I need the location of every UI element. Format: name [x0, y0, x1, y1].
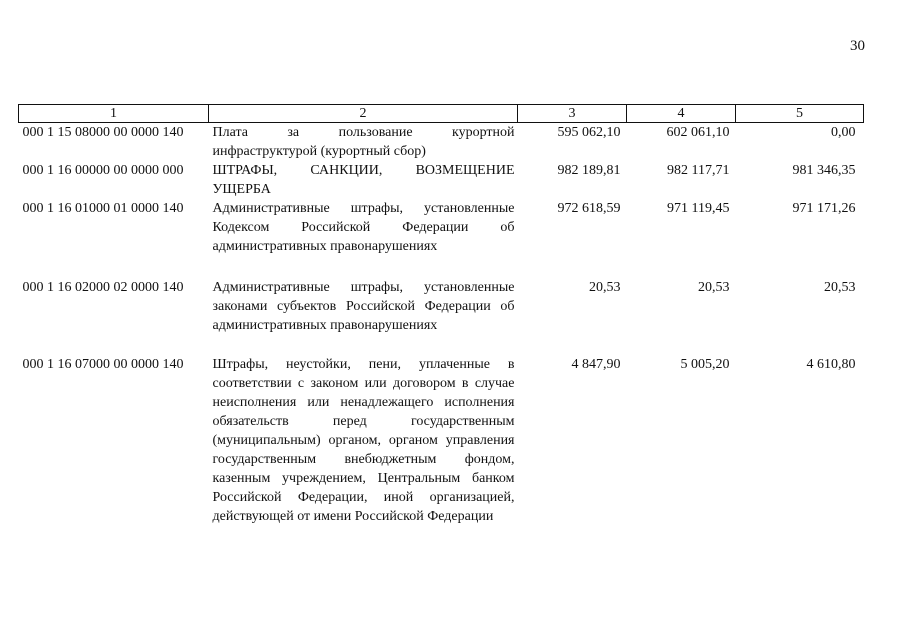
- column-header-4: 4: [627, 105, 736, 123]
- value-col3: 20,53: [589, 280, 621, 295]
- budget-code: 000 1 16 00000 00 0000 000: [22, 163, 184, 178]
- value-col3: 982 189,81: [557, 163, 621, 178]
- value-col4: 982 117,71: [667, 163, 730, 178]
- budget-code: 000 1 16 01000 01 0000 140: [22, 201, 184, 216]
- item-name: ШТРАФЫ, САНКЦИИ, ВОЗМЕЩЕНИЕ УЩЕРБА: [212, 163, 515, 197]
- header-row: [19, 105, 864, 123]
- item-name: Штрафы, неустойки, пени, уплаченные в соответствии с законом или договором в случае неисполнения или ненадлежащего исполнения обязательств перед государственным (муниципальным) органом, органом управления государственным внебюджетным фондом, казенным учреждением, Центральным банком Российской Федерации, иной организацией, действующей от имени Российской Федерации: [212, 357, 515, 524]
- budget-table: [18, 104, 864, 545]
- item-name: Административные штрафы, установленные Кодексом Российской Федерации об административных правонарушениях: [212, 201, 515, 254]
- value-col3: 972 618,59: [557, 201, 621, 216]
- value-col5: 20,53: [824, 280, 856, 295]
- table-row: [19, 278, 864, 355]
- budget-code: 000 1 15 08000 00 0000 140: [22, 125, 184, 140]
- item-name: Административные штрафы, установленные законами субъектов Российской Федерации об административных правонарушениях: [212, 280, 515, 333]
- value-col3: 595 062,10: [557, 125, 621, 140]
- table-body: [19, 123, 864, 546]
- table-row: [19, 199, 864, 278]
- column-header-2: 2: [209, 105, 518, 123]
- value-col4: 5 005,20: [680, 357, 730, 372]
- page-number: 30: [850, 38, 865, 54]
- budget-code: 000 1 16 02000 02 0000 140: [22, 280, 184, 295]
- table-row: [19, 123, 864, 162]
- table-row: [19, 355, 864, 545]
- table-row: [19, 161, 864, 199]
- value-col4: 20,53: [698, 280, 730, 295]
- value-col4: 602 061,10: [666, 125, 730, 140]
- table-header: [19, 105, 864, 123]
- column-header-1: 1: [19, 105, 209, 123]
- item-name: Плата за пользование курортной инфраструктурой (курортный сбор): [212, 125, 515, 159]
- value-col3: 4 847,90: [571, 357, 621, 372]
- column-header-5: 5: [736, 105, 864, 123]
- budget-code: 000 1 16 07000 00 0000 140: [22, 357, 184, 372]
- value-col5: 4 610,80: [806, 357, 856, 372]
- value-col5: 971 171,26: [792, 201, 856, 216]
- value-col5: 981 346,35: [792, 163, 856, 178]
- value-col5: 0,00: [831, 125, 856, 140]
- column-header-3: 3: [518, 105, 627, 123]
- value-col4: 971 119,45: [667, 201, 730, 216]
